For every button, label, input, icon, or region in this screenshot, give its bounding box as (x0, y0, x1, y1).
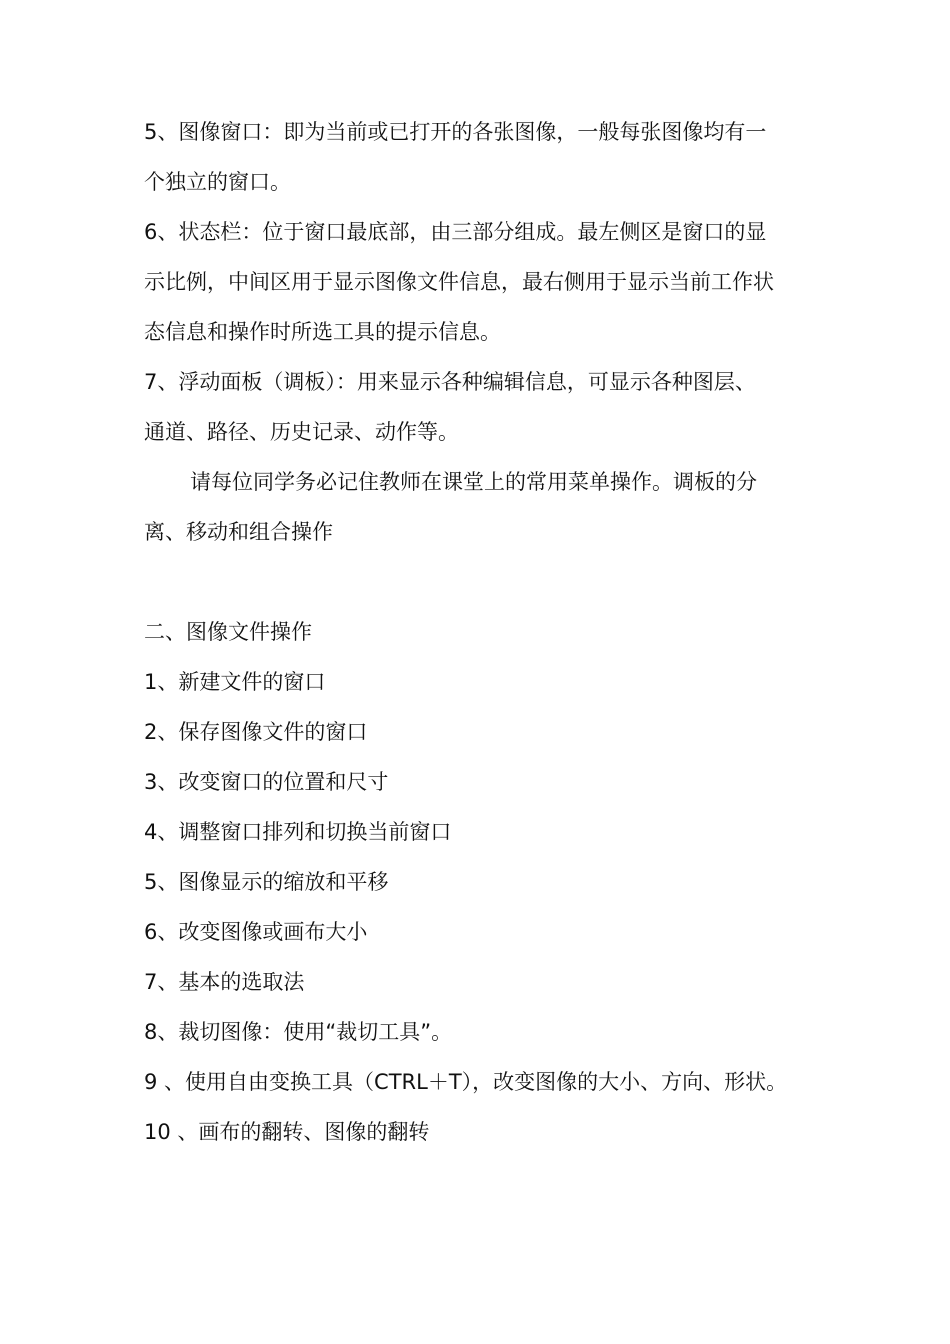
paragraph-status-bar-line-1: 6、状态栏：位于窗口最底部，由三部分组成。最左侧区是窗口的显 (144, 220, 767, 244)
list-item: 4、调整窗口排列和切换当前窗口 (144, 820, 452, 844)
paragraph-status-bar-line-3: 态信息和操作时所选工具的提示信息。 (144, 320, 501, 344)
list-item: 10 、画布的翻转、图像的翻转 (144, 1120, 430, 1144)
list-item: 6、改变图像或画布大小 (144, 920, 368, 944)
section-heading: 二、图像文件操作 (144, 620, 312, 644)
paragraph-floating-panel-line-2: 通道、路径、历史记录、动作等。 (144, 420, 459, 444)
paragraph-status-bar-line-2: 示比例，中间区用于显示图像文件信息，最右侧用于显示当前工作状 (144, 270, 774, 294)
paragraph-note-line-1: 请每位同学务必记住教师在课堂上的常用菜单操作。调板的分 (190, 470, 757, 494)
document-body (144, 107, 808, 1157)
list-item: 8、裁切图像：使用“裁切工具”。 (144, 1020, 453, 1044)
list-item: 7、基本的选取法 (144, 970, 305, 994)
paragraph-image-window-line-2: 个独立的窗口。 (144, 170, 291, 194)
paragraph-note-line-2: 离、移动和组合操作 (144, 520, 333, 544)
spacer (144, 557, 808, 607)
paragraph-image-window-line-1: 5、图像窗口：即为当前或已打开的各张图像，一般每张图像均有一 (144, 120, 767, 144)
list-item: 3、改变窗口的位置和尺寸 (144, 770, 389, 794)
list-item: 9 、使用自由变换工具（CTRL＋T），改变图像的大小、方向、形状。 (144, 1070, 788, 1094)
list-item: 2、保存图像文件的窗口 (144, 720, 368, 744)
list-item: 1、新建文件的窗口 (144, 670, 326, 694)
paragraph-floating-panel-line-1: 7、浮动面板（调板）：用来显示各种编辑信息，可显示各种图层、 (144, 370, 756, 394)
list-item: 5、图像显示的缩放和平移 (144, 870, 389, 894)
